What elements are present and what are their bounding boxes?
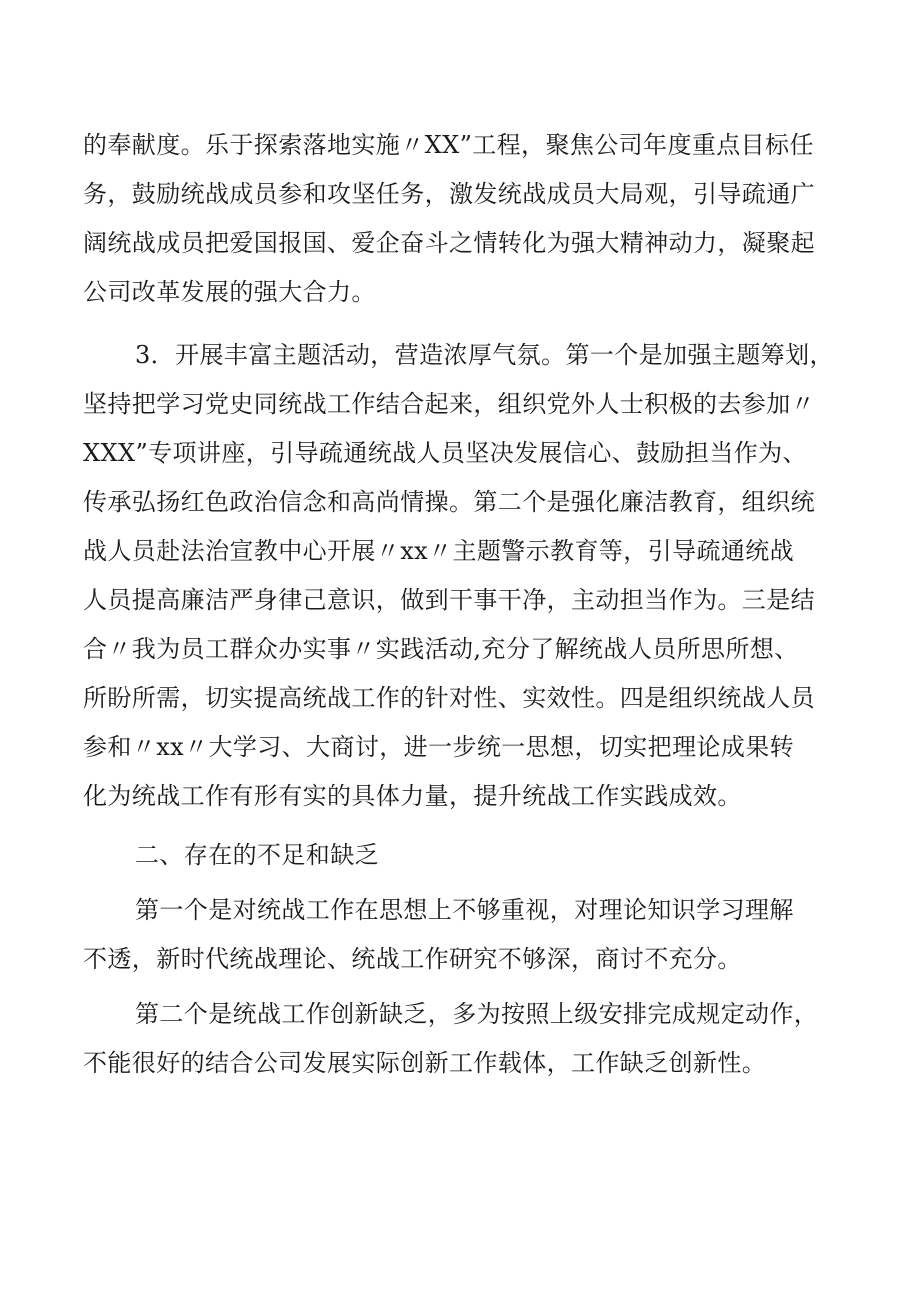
text-line: 化为统战工作有形有实的具体力量，提升统战工作实践成效。	[83, 782, 742, 810]
paragraph-4	[83, 990, 850, 1088]
text-line: 传承弘扬红色政治信念和高尚情操。第二个是强化廉洁教育，组织统	[83, 488, 815, 516]
text-line: 人员提高廉洁严身律己意识，做到干事干净，主动担当作为。三是结	[83, 586, 815, 614]
text-line: 合〃我为员工群众办实事〃实践活动,充分了解统战人员所思所想、	[83, 635, 799, 663]
text-line: XXX”专项讲座，引导疏通统战人员坚决发展信心、鼓励担当作为、	[83, 439, 807, 467]
text-line: 阔统战成员把爱国报国、爱企奋斗之情转化为强大精神动力，凝聚起	[83, 229, 815, 257]
document-page	[83, 121, 850, 1088]
text-line: 公司改革发展的强大合力。	[83, 278, 376, 306]
paragraph-2	[83, 331, 850, 821]
text-line: 坚持把学习党史同统战工作结合起来，组织党外人士积极的去参加〃	[83, 390, 815, 418]
heading-text: 二、存在的不足和缺乏	[135, 841, 379, 869]
text-line: 3．开展丰富主题活动，营造浓厚气氛。第一个是加强主题筹划，	[135, 341, 834, 369]
text-line: 第一个是对统战工作在思想上不够重视，对理论知识学习理解	[135, 896, 794, 924]
text-line: 战人员赴法治宣教中心开展〃xx〃主题警示教育等，引导疏通统战	[83, 537, 795, 565]
text-line: 的奉献度。乐于探索落地实施〃XX”工程，聚焦公司年度重点目标任	[83, 131, 814, 159]
paragraph-1	[83, 121, 850, 317]
text-line: 不能很好的结合公司发展实际创新工作载体，工作缺乏创新性。	[83, 1049, 767, 1077]
paragraph-3	[83, 886, 850, 984]
section-heading	[83, 831, 850, 880]
text-line: 第二个是统战工作创新缺乏，多为按照上级安排完成规定动作，	[135, 1000, 819, 1028]
text-line: 不透，新时代统战理论、统战工作研究不够深，商讨不充分。	[83, 945, 742, 973]
text-line: 务，鼓励统战成员参和攻坚任务，激发统战成员大局观，引导疏通广	[83, 180, 815, 208]
text-line: 所盼所需，切实提高统战工作的针对性、实效性。四是组织统战人员	[83, 684, 815, 712]
text-line: 参和〃xx〃大学习、大商讨，进一步统一思想，切实把理论成果转	[83, 733, 795, 761]
